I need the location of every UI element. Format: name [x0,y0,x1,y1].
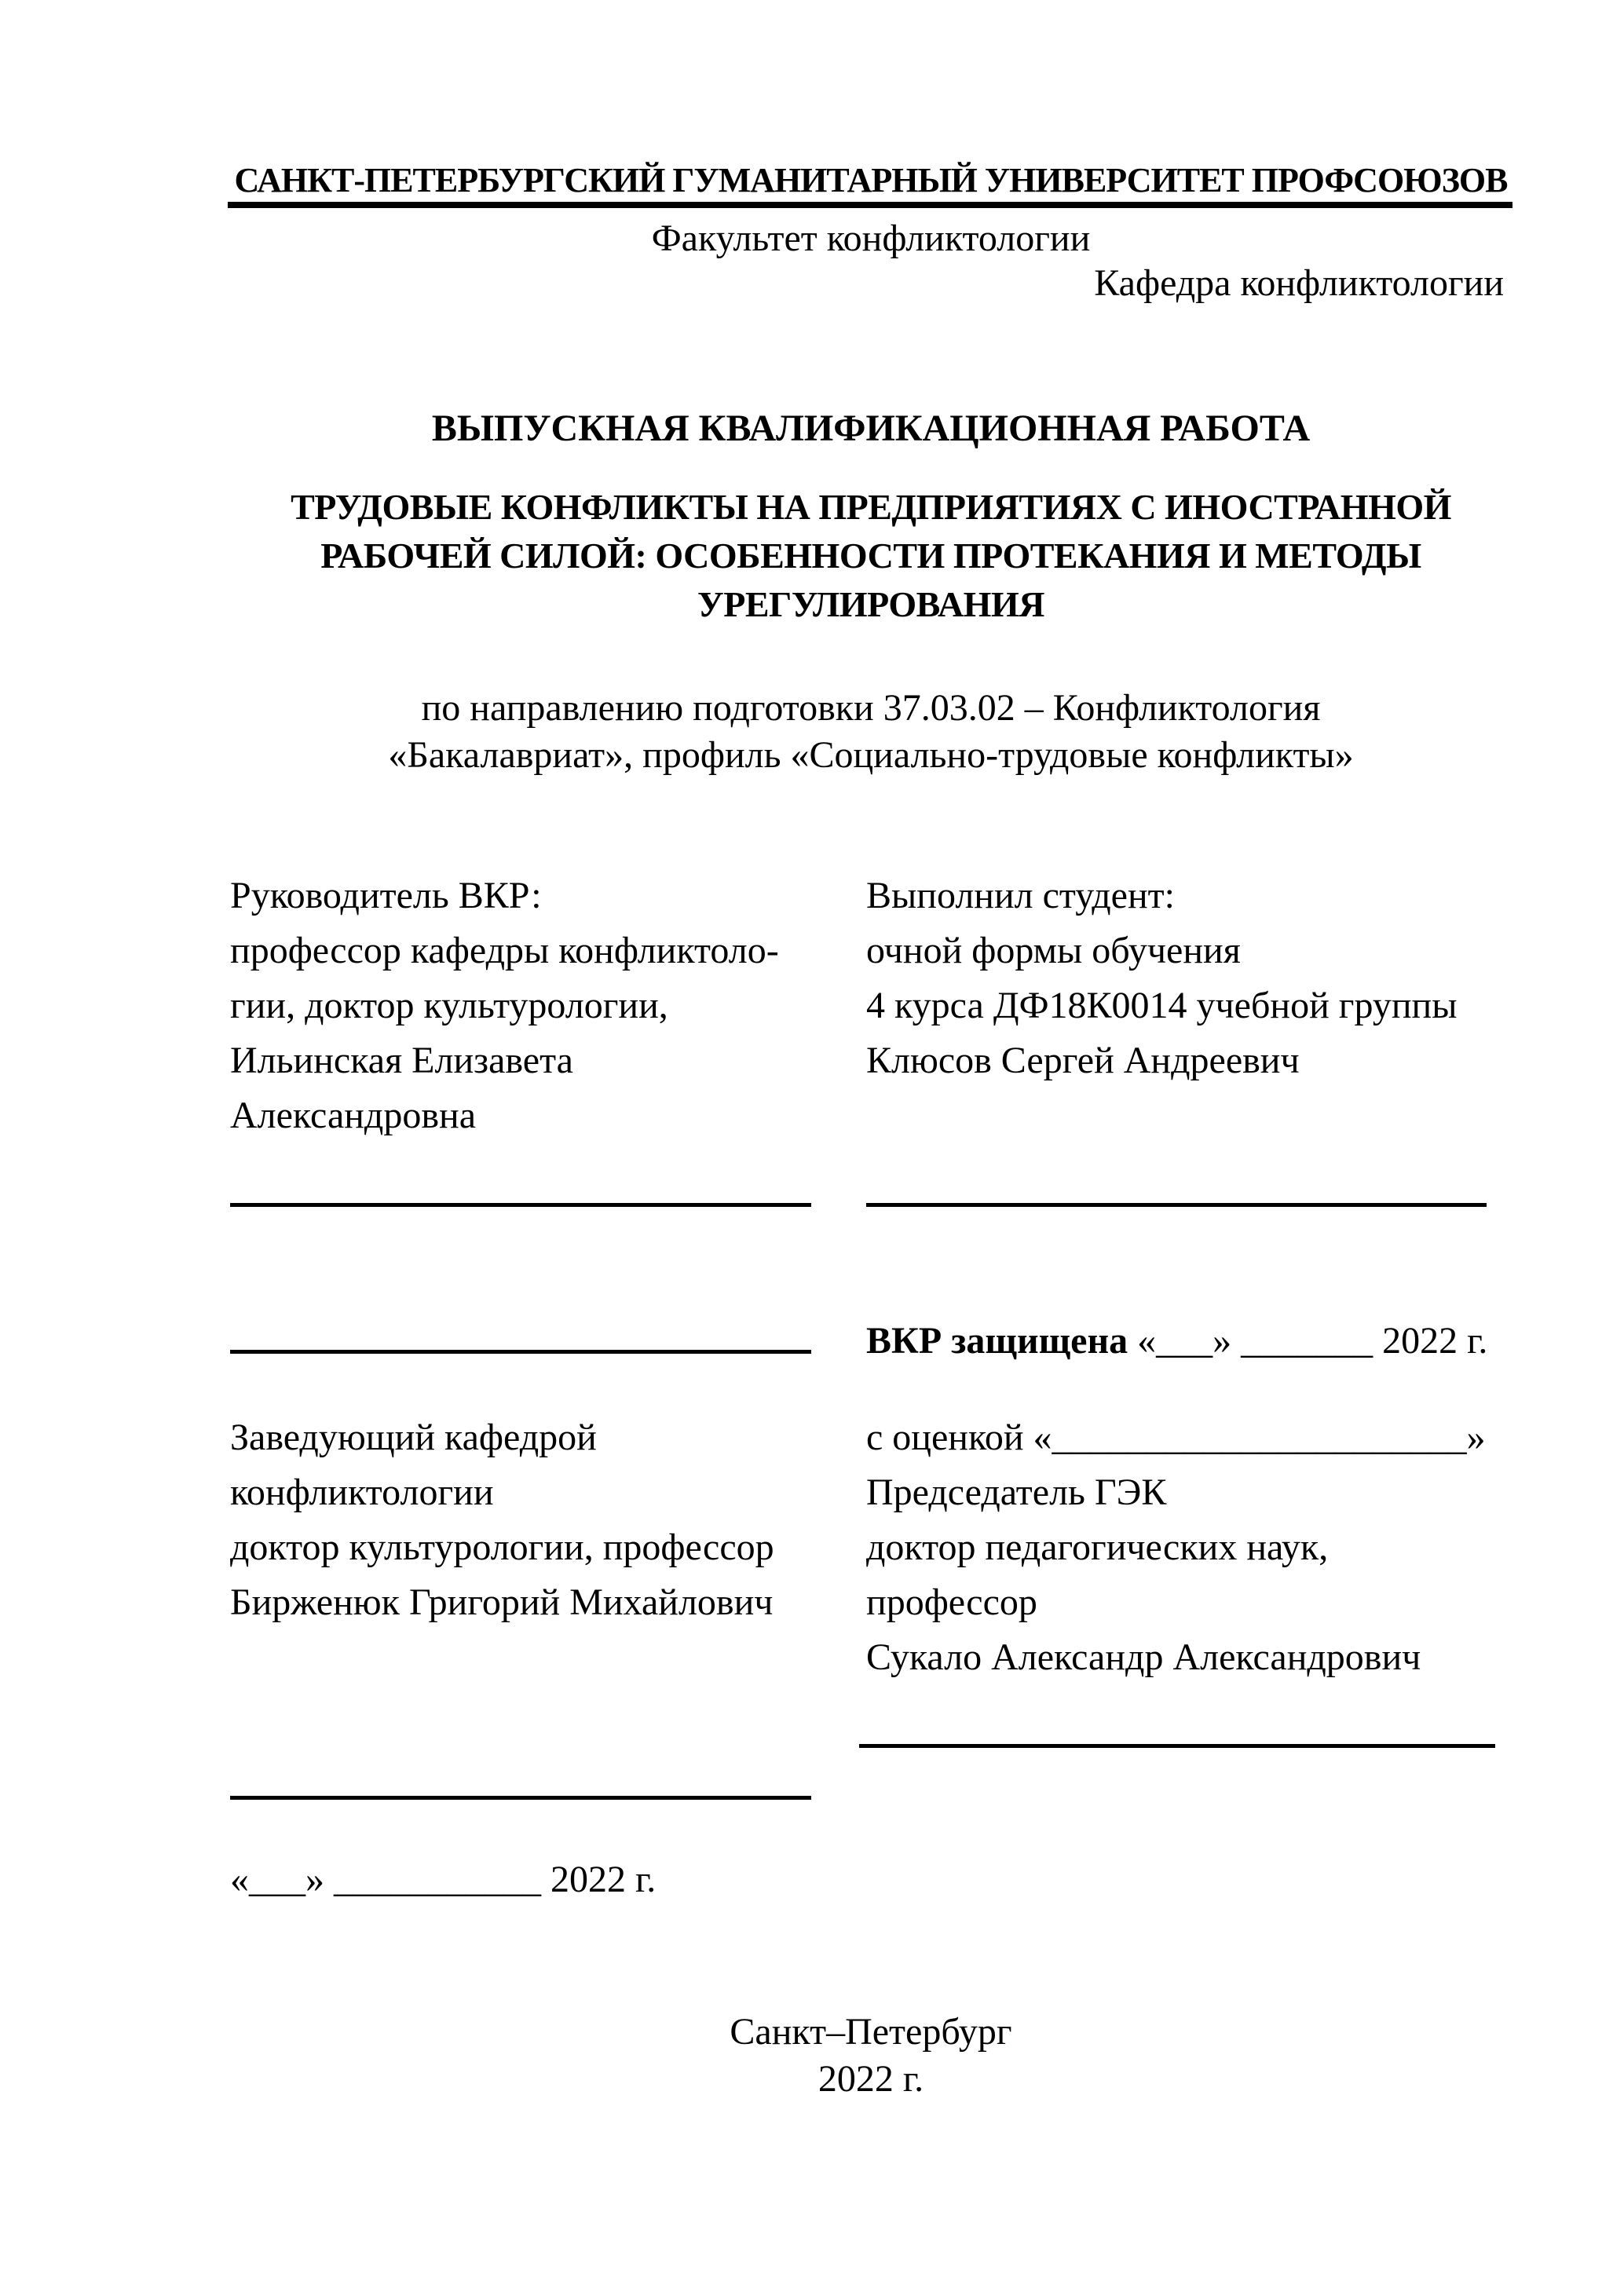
supervisor-line: профессор кафедры конфликтоло- [230,930,779,971]
student-line: Клюсов Сергей Андреевич [866,1040,1300,1081]
work-type-heading: ВЫПУСКНАЯ КВАЛИФИКАЦИОННАЯ РАБОТА [431,408,1311,449]
defense-label-rest: «___» _______ 2022 г. [1128,1320,1488,1362]
signature-line-student [866,1203,1487,1207]
student-line: 4 курса ДФ18К0014 учебной группы [866,985,1458,1026]
chairman-line: профессор [866,1581,1037,1623]
signature-line-chairman [859,1744,1495,1748]
supervisor-block [230,868,858,1143]
student-block [866,868,1526,1088]
program-direction: по направлению подготовки 37.03.02 – Конфликтология [421,687,1321,729]
program-info [230,685,1512,779]
chairman-label: Председатель ГЭК [866,1472,1167,1513]
signature-line-supervisor [230,1203,811,1207]
faculty-line: Факультет конфликтологии [651,218,1091,259]
thesis-title-line-1: ТРУДОВЫЕ КОНФЛИКТЫ НА ПРЕДПРИЯТИЯХ С ИНОСТРАННОЙ [291,487,1451,527]
year-line: 2022 г. [817,2058,924,2100]
city-line: Санкт–Петербург [730,2011,1012,2053]
supervisor-line: гии, доктор культурологии, [230,985,668,1026]
supervisor-label: Руководитель ВКР: [230,875,542,916]
chairman-line: Сукало Александр Александрович [866,1636,1421,1678]
header-rule [228,202,1512,208]
thesis-title-line-2: РАБОЧЕЙ СИЛОЙ: ОСОБЕННОСТИ ПРОТЕКАНИЯ И МЕТОДЫ [320,536,1421,576]
head-of-department-block [230,1410,858,1630]
chairman-line: доктор педагогических наук, [866,1526,1329,1568]
student-label: Выполнил студент: [866,875,1175,916]
signature-line-head-of-department [230,1350,811,1354]
head-of-department-line: конфликтологии [230,1472,494,1513]
head-of-department-line: Заведующий кафедрой [230,1417,597,1458]
supervisor-line: Александровна [230,1095,477,1136]
department-line: Кафедра конфликтологии [1094,262,1504,304]
chairman-block [866,1410,1542,1685]
university-name: САНКТ-ПЕТЕРБУРГСКИЙ ГУМАНИТАРНЫЙ УНИВЕРСИТЕТ ПРОФСОЮЗОВ [234,161,1508,199]
defense-date-line [866,1319,1589,1362]
head-of-department-line: доктор культурологии, профессор [230,1526,774,1568]
signature-line-date [230,1796,811,1800]
student-line: очной формы обучения [866,930,1241,971]
thesis-title [230,483,1512,629]
thesis-title-line-3: УРЕГУЛИРОВАНИЯ [697,584,1044,624]
grade-line: с оценкой «______________________» [866,1417,1486,1458]
head-of-department-line: Бирженюк Григорий Михайлович [230,1581,774,1623]
supervisor-line: Ильинская Елизавета [230,1040,573,1081]
defense-label-bold: ВКР защищена [866,1320,1128,1362]
program-profile: «Бакалавриат», профиль «Социально-трудовые конфликты» [388,734,1354,776]
date-blank-line: «___» ___________ 2022 г. [230,1859,657,1900]
